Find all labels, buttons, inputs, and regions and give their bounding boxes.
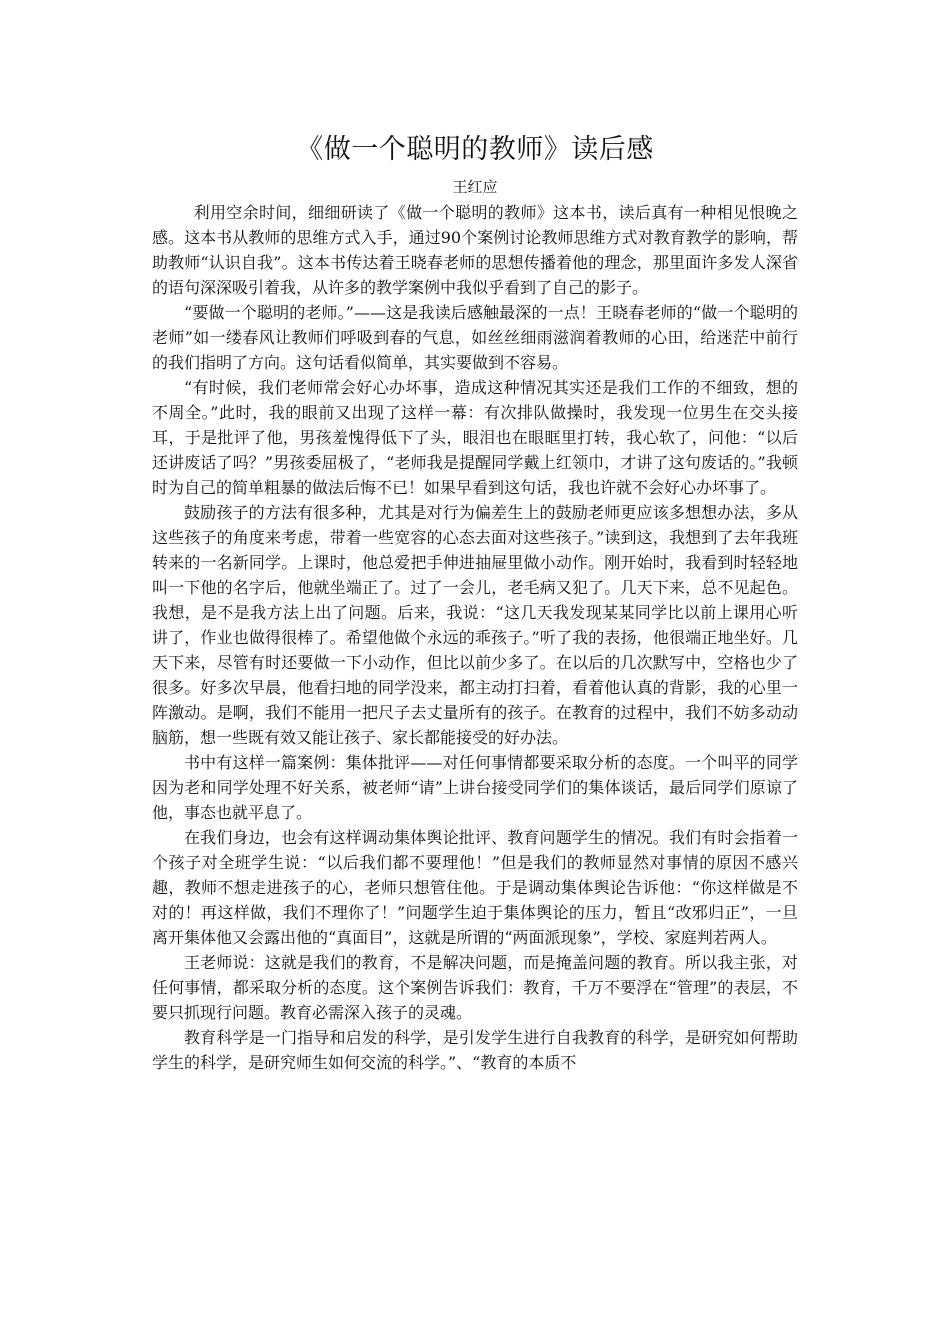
paragraph-collective-opinion: 在我们身边，也会有这样调动集体舆论批评、教育问题学生的情况。我们有时会指着一个孩子对全班学生说：“以后我们都不要理他！”但是我们的教师显然对事情的原因不感兴趣，教师不想走进孩子的心，老师只想管住他。于是调动集体舆论告诉他：“你这样做是不对的！再这样做，我们不理你了！”问题学生迫于集体舆论的压力，暂且“改邪归正”，一旦离开集体他又会露出他的“真面目”，这就是所谓的“两面派现象”，学校、家庭判若两人。 xyxy=(152,828,798,947)
paragraph-good-intentions: “有时候，我们老师常会好心办坏事，造成这种情况其实还是我们工作的不细致，想的不周全。”此时，我的眼前又出现了这样一幕：有次排队做操时，我发现一位男生在交头接耳，于是批评了他，男孩羞愧得低下了头，眼泪也在眼眶里打转，我心软了，问他：“以后还讲废话了吗？”男孩委屈极了，“老师我是提醒同学戴上红领巾，才讲了这句废话的。”我顿时为自己的简单粗暴的做法后悔不已！如果早看到这句话，我也许就不会好心办坏事了。 xyxy=(152,378,798,497)
paragraph-wang-says: 王老师说：这就是我们的教育，不是解决问题，而是掩盖问题的教育。所以我主张，对任何事情，都采取分析的态度。这个案例告诉我们：教育，千万不要浮在“管理”的表层，不要只抓现行问题。教育必需深入孩子的灵魂。 xyxy=(152,953,798,1022)
paragraph-intro: 利用空余时间，细细研读了《做一个聪明的教师》这本书，读后真有一种相见恨晚之感。这本书从教师的思维方式入手，通过90个案例讨论教师思维方式对教育教学的影响，帮助教师“认识自我”。这本书传达着王晓春老师的思想传播着他的理念，那里面许多发人深省的语句深深吸引着我，从许多的教学案例中我似乎看到了自己的影子。 xyxy=(152,203,798,297)
paragraph-case-study: 书中有这样一篇案例：集体批评——对任何事情都要采取分析的态度。一个叫平的同学因为老和同学处理不好关系，被老师“请”上讲台接受同学们的集体谈话，最后同学们原谅了他，事态也就平息了。 xyxy=(152,753,798,822)
paragraph-education-science: 教育科学是一门指导和启发的科学，是引发学生进行自我教育的科学，是研究如何帮助学生的科学，是研究师生如何交流的科学。”、“教育的本质不 xyxy=(152,1028,798,1072)
paragraph-encouragement: 鼓励孩子的方法有很多种，尤其是对行为偏差生上的鼓励老师更应该多想想办法，多从这些孩子的角度来考虑，带着一些宽容的心态去面对这些孩子。”读到这，我想到了去年我班转来的一名新同学。上课时，他总爱把手伸进抽屉里做小动作。刚开始时，我看到时轻轻地叫一下他的名字后，他就坐端正了。过了一会儿，老毛病又犯了。几天下来，总不见起色。我想，是不是我方法上出了问题。后来，我说：“这几天我发现某某同学比以前上课用心听讲了，作业也做得很棒了。希望他做个永远的乖孩子。”听了我的表扬，他很端正地坐好。几天下来，尽管有时还要做一下小动作，但比以前少多了。在以后的几次默写中，空格也少了很多。好多次早晨，他看扫地的同学没来，都主动打扫着，看着他认真的背影，我的心里一阵激动。是啊，我们不能用一把尺子去丈量所有的孩子。在教育的过程中，我们不妨多动动脑筋，想一些既有效又能让孩子、家长都能接受的好办法。 xyxy=(152,503,798,747)
document-body xyxy=(152,200,798,1075)
document-title: 《做一个聪明的教师》读后感 xyxy=(296,134,654,165)
document-author: 王红应 xyxy=(452,178,498,196)
paragraph-clever-teacher: “要做一个聪明的老师。”——这是我读后感触最深的一点！王晓春老师的“做一个聪明的老师”如一缕春风让教师们呼吸到春的气息，如丝丝细雨滋润着教师的心田，给迷茫中前行的我们指明了方向。这句话看似简单，其实要做到不容易。 xyxy=(152,303,798,372)
